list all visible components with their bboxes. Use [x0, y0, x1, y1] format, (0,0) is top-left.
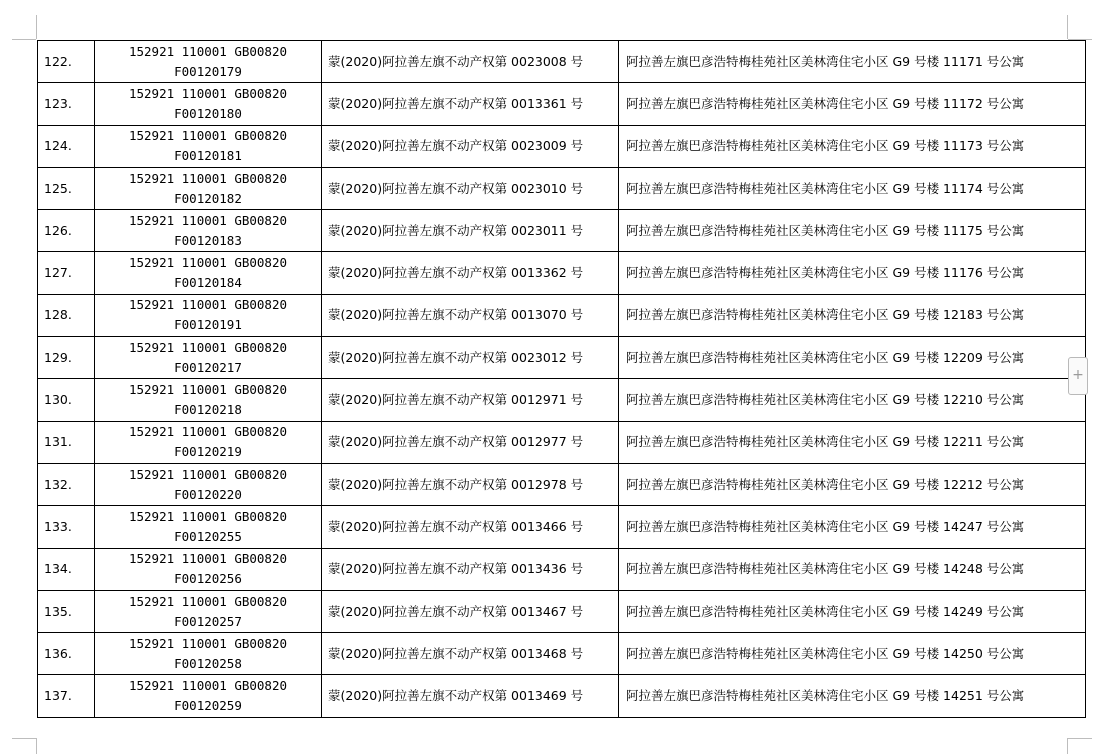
property-rights-table: [37, 40, 1086, 718]
unit-code-cell: [95, 252, 322, 294]
row-number-cell: [38, 506, 95, 548]
unit-code-cell: [95, 294, 322, 336]
certificate-cell: [322, 125, 619, 167]
unit-code-cell: [95, 41, 322, 83]
unit-code-line2: F00120219: [174, 444, 242, 460]
unit-code-cell: [95, 167, 322, 209]
unit-code-line2: F00120191: [174, 317, 242, 333]
address-cell: [619, 463, 1086, 505]
certificate-cell: [322, 633, 619, 675]
property-address: 阿拉善左旗巴彦浩特梅桂苑社区美林湾住宅小区 G9 号楼 14250 号公寓: [626, 645, 1025, 661]
unit-code-line1: 152921 110001 GB00820: [128, 170, 288, 186]
crop-mark-bottom-left-v: [36, 738, 37, 754]
row-number-cell: [38, 252, 95, 294]
property-address: 阿拉善左旗巴彦浩特梅桂苑社区美林湾住宅小区 G9 号楼 11173 号公寓: [626, 138, 1025, 154]
unit-code-line2: F00120259: [174, 698, 242, 714]
certificate-number: 蒙(2020)阿拉善左旗不动产权第 0013070 号: [328, 307, 584, 323]
address-cell: [619, 252, 1086, 294]
property-address: 阿拉善左旗巴彦浩特梅桂苑社区美林湾住宅小区 G9 号楼 12211 号公寓: [626, 434, 1025, 450]
certificate-number: 蒙(2020)阿拉善左旗不动产权第 0023009 号: [328, 138, 584, 154]
row-number-cell: [38, 210, 95, 252]
unit-code-line1: 152921 110001 GB00820: [128, 424, 288, 440]
unit-code-line1: 152921 110001 GB00820: [128, 255, 288, 271]
address-cell: [619, 41, 1086, 83]
table-row: [38, 125, 1086, 167]
table-row: [38, 463, 1086, 505]
unit-code-line2: F00120256: [174, 571, 242, 587]
address-cell: [619, 548, 1086, 590]
property-address: 阿拉善左旗巴彦浩特梅桂苑社区美林湾住宅小区 G9 号楼 12209 号公寓: [626, 349, 1025, 365]
table-body: [38, 41, 1086, 718]
unit-code-cell: [95, 675, 322, 717]
unit-code-line2: F00120218: [174, 402, 242, 418]
row-number-cell: [38, 83, 95, 125]
unit-code-cell: [95, 548, 322, 590]
table-row: [38, 548, 1086, 590]
unit-code-line2: F00120255: [174, 528, 242, 544]
row-number-cell: [38, 379, 95, 421]
unit-code-line2: F00120179: [174, 63, 242, 79]
certificate-number: 蒙(2020)阿拉善左旗不动产权第 0012971 号: [328, 392, 584, 408]
address-cell: [619, 83, 1086, 125]
unit-code-line1: 152921 110001 GB00820: [128, 128, 288, 144]
property-address: 阿拉善左旗巴彦浩特梅桂苑社区美林湾住宅小区 G9 号楼 14248 号公寓: [626, 561, 1025, 577]
crop-mark-bottom-right-h: [1068, 738, 1092, 739]
unit-code-cell: [95, 125, 322, 167]
row-number: 124.: [44, 138, 72, 154]
certificate-number: 蒙(2020)阿拉善左旗不动产权第 0013469 号: [328, 688, 584, 704]
unit-code-line1: 152921 110001 GB00820: [128, 382, 288, 398]
table-row: [38, 41, 1086, 83]
row-number-cell: [38, 590, 95, 632]
crop-mark-bottom-left-h: [12, 738, 36, 739]
address-cell: [619, 294, 1086, 336]
unit-code-line1: 152921 110001 GB00820: [128, 85, 288, 101]
address-cell: [619, 125, 1086, 167]
certificate-number: 蒙(2020)阿拉善左旗不动产权第 0013466 号: [328, 518, 584, 534]
property-address: 阿拉善左旗巴彦浩特梅桂苑社区美林湾住宅小区 G9 号楼 11176 号公寓: [626, 265, 1025, 281]
table-row: [38, 294, 1086, 336]
unit-code-line2: F00120184: [174, 275, 242, 291]
unit-code-line1: 152921 110001 GB00820: [128, 635, 288, 651]
table-row: [38, 590, 1086, 632]
certificate-number: 蒙(2020)阿拉善左旗不动产权第 0013361 号: [328, 95, 584, 111]
unit-code-line1: 152921 110001 GB00820: [128, 551, 288, 567]
row-number: 126.: [44, 222, 72, 238]
row-number: 123.: [44, 95, 72, 111]
certificate-cell: [322, 675, 619, 717]
unit-code-cell: [95, 633, 322, 675]
unit-code-line2: F00120220: [174, 486, 242, 502]
table-row: [38, 379, 1086, 421]
certificate-number: 蒙(2020)阿拉善左旗不动产权第 0013362 号: [328, 265, 584, 281]
unit-code-line1: 152921 110001 GB00820: [128, 678, 288, 694]
row-number: 130.: [44, 392, 72, 408]
certificate-cell: [322, 41, 619, 83]
certificate-cell: [322, 506, 619, 548]
certificate-number: 蒙(2020)阿拉善左旗不动产权第 0023012 号: [328, 349, 584, 365]
unit-code-cell: [95, 210, 322, 252]
row-number: 128.: [44, 307, 72, 323]
row-number-cell: [38, 125, 95, 167]
certificate-number: 蒙(2020)阿拉善左旗不动产权第 0012977 号: [328, 434, 584, 450]
certificate-cell: [322, 421, 619, 463]
unit-code-line2: F00120258: [174, 655, 242, 671]
unit-code-line2: F00120181: [174, 148, 242, 164]
row-number: 135.: [44, 603, 72, 619]
certificate-number: 蒙(2020)阿拉善左旗不动产权第 0023011 号: [328, 222, 584, 238]
certificate-cell: [322, 252, 619, 294]
certificate-number: 蒙(2020)阿拉善左旗不动产权第 0023010 号: [328, 180, 584, 196]
address-cell: [619, 210, 1086, 252]
unit-code-line2: F00120182: [174, 190, 242, 206]
property-address: 阿拉善左旗巴彦浩特梅桂苑社区美林湾住宅小区 G9 号楼 11171 号公寓: [626, 53, 1025, 69]
unit-code-line1: 152921 110001 GB00820: [128, 593, 288, 609]
row-number: 132.: [44, 476, 72, 492]
unit-code-cell: [95, 421, 322, 463]
crop-mark-top-left-v: [36, 15, 37, 39]
unit-code-cell: [95, 463, 322, 505]
table-row: [38, 675, 1086, 717]
certificate-cell: [322, 379, 619, 421]
unit-code-line2: F00120180: [174, 105, 242, 121]
row-number: 133.: [44, 518, 72, 534]
row-number-cell: [38, 337, 95, 379]
unit-code-line1: 152921 110001 GB00820: [128, 297, 288, 313]
address-cell: [619, 421, 1086, 463]
table-row: [38, 421, 1086, 463]
add-row-handle[interactable]: +: [1068, 357, 1088, 395]
row-number-cell: [38, 41, 95, 83]
property-address: 阿拉善左旗巴彦浩特梅桂苑社区美林湾住宅小区 G9 号楼 14249 号公寓: [626, 603, 1025, 619]
certificate-number: 蒙(2020)阿拉善左旗不动产权第 0023008 号: [328, 53, 584, 69]
row-number-cell: [38, 421, 95, 463]
certificate-cell: [322, 294, 619, 336]
certificate-number: 蒙(2020)阿拉善左旗不动产权第 0012978 号: [328, 476, 584, 492]
certificate-cell: [322, 590, 619, 632]
unit-code-line2: F00120183: [174, 232, 242, 248]
document-table-wrapper: [37, 40, 1086, 718]
unit-code-line1: 152921 110001 GB00820: [128, 466, 288, 482]
unit-code-line1: 152921 110001 GB00820: [128, 212, 288, 228]
unit-code-cell: [95, 590, 322, 632]
row-number: 131.: [44, 434, 72, 450]
row-number: 127.: [44, 265, 72, 281]
unit-code-line2: F00120217: [174, 359, 242, 375]
unit-code-line1: 152921 110001 GB00820: [128, 339, 288, 355]
row-number: 134.: [44, 561, 72, 577]
property-address: 阿拉善左旗巴彦浩特梅桂苑社区美林湾住宅小区 G9 号楼 14247 号公寓: [626, 518, 1025, 534]
unit-code-cell: [95, 379, 322, 421]
property-address: 阿拉善左旗巴彦浩特梅桂苑社区美林湾住宅小区 G9 号楼 14251 号公寓: [626, 688, 1025, 704]
unit-code-cell: [95, 337, 322, 379]
table-row: [38, 167, 1086, 209]
table-row: [38, 210, 1086, 252]
table-row: [38, 633, 1086, 675]
unit-code-cell: [95, 506, 322, 548]
crop-mark-bottom-right-v: [1067, 738, 1068, 754]
property-address: 阿拉善左旗巴彦浩特梅桂苑社区美林湾住宅小区 G9 号楼 12212 号公寓: [626, 476, 1025, 492]
property-address: 阿拉善左旗巴彦浩特梅桂苑社区美林湾住宅小区 G9 号楼 11175 号公寓: [626, 222, 1025, 238]
certificate-cell: [322, 548, 619, 590]
row-number-cell: [38, 294, 95, 336]
table-row: [38, 252, 1086, 294]
certificate-cell: [322, 210, 619, 252]
property-address: 阿拉善左旗巴彦浩特梅桂苑社区美林湾住宅小区 G9 号楼 11174 号公寓: [626, 180, 1025, 196]
table-row: [38, 337, 1086, 379]
address-cell: [619, 167, 1086, 209]
unit-code-line2: F00120257: [174, 613, 242, 629]
certificate-cell: [322, 167, 619, 209]
row-number-cell: [38, 463, 95, 505]
address-cell: [619, 379, 1086, 421]
certificate-cell: [322, 337, 619, 379]
address-cell: [619, 337, 1086, 379]
property-address: 阿拉善左旗巴彦浩特梅桂苑社区美林湾住宅小区 G9 号楼 12210 号公寓: [626, 392, 1025, 408]
address-cell: [619, 506, 1086, 548]
certificate-cell: [322, 463, 619, 505]
table-row: [38, 506, 1086, 548]
certificate-number: 蒙(2020)阿拉善左旗不动产权第 0013467 号: [328, 603, 584, 619]
certificate-number: 蒙(2020)阿拉善左旗不动产权第 0013468 号: [328, 645, 584, 661]
row-number: 122.: [44, 53, 72, 69]
property-address: 阿拉善左旗巴彦浩特梅桂苑社区美林湾住宅小区 G9 号楼 11172 号公寓: [626, 95, 1025, 111]
unit-code-line1: 152921 110001 GB00820: [128, 43, 288, 59]
unit-code-cell: [95, 83, 322, 125]
unit-code-line1: 152921 110001 GB00820: [128, 508, 288, 524]
property-address: 阿拉善左旗巴彦浩特梅桂苑社区美林湾住宅小区 G9 号楼 12183 号公寓: [626, 307, 1025, 323]
row-number: 129.: [44, 349, 72, 365]
row-number-cell: [38, 675, 95, 717]
address-cell: [619, 675, 1086, 717]
row-number-cell: [38, 548, 95, 590]
row-number-cell: [38, 167, 95, 209]
address-cell: [619, 590, 1086, 632]
row-number: 137.: [44, 688, 72, 704]
row-number: 136.: [44, 645, 72, 661]
certificate-number: 蒙(2020)阿拉善左旗不动产权第 0013436 号: [328, 561, 584, 577]
row-number-cell: [38, 633, 95, 675]
table-row: [38, 83, 1086, 125]
address-cell: [619, 633, 1086, 675]
crop-mark-top-right-v: [1067, 15, 1068, 39]
crop-mark-top-left-h: [12, 39, 36, 40]
row-number: 125.: [44, 180, 72, 196]
certificate-cell: [322, 83, 619, 125]
